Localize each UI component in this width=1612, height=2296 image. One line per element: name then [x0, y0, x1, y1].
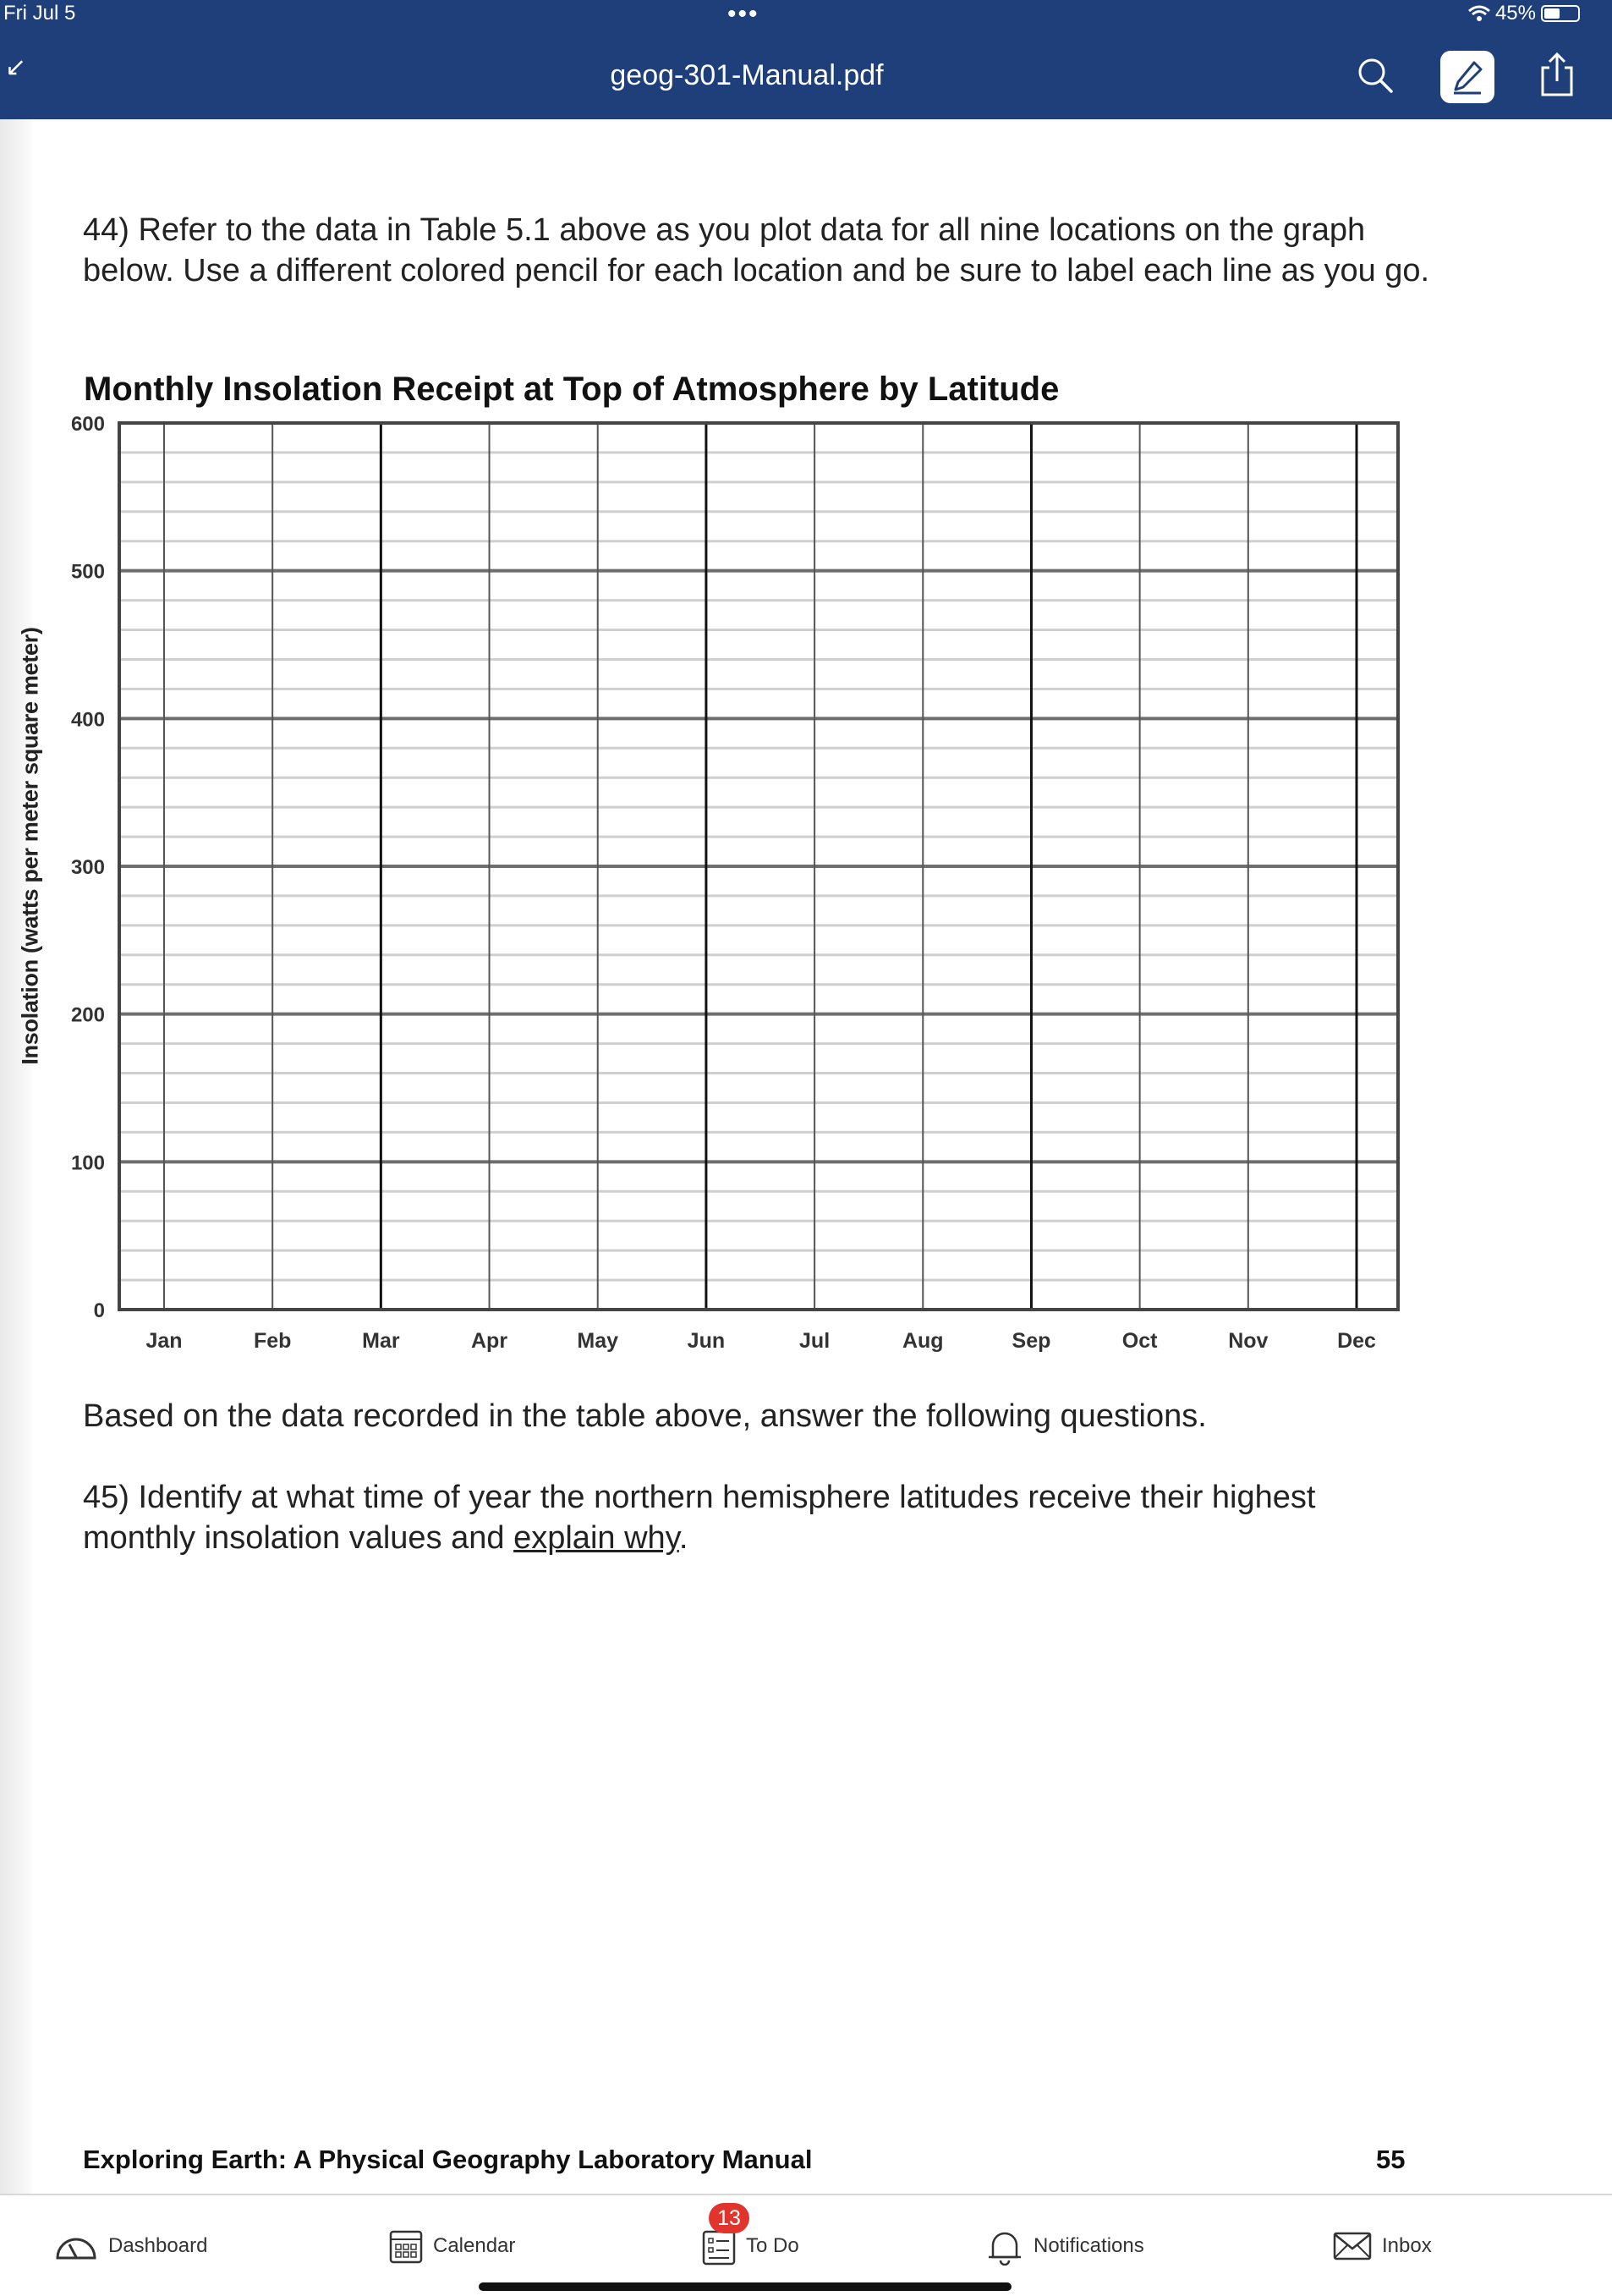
x-tick-label: Dec — [1337, 1329, 1376, 1353]
status-indicators — [1468, 2, 1580, 25]
status-time: Fri Jul 5 — [3, 2, 76, 25]
footer-title: Exploring Earth: A Physical Geography Laboratory Manual — [83, 2145, 813, 2174]
y-tick-label: 400 — [70, 708, 105, 732]
nav-notifications-label: Notifications — [1034, 2233, 1144, 2257]
question-45-suffix: . — [678, 1520, 688, 1556]
inbox-icon — [1333, 2232, 1372, 2260]
nav-dashboard[interactable] — [54, 2195, 207, 2296]
nav-calendar[interactable] — [389, 2195, 515, 2296]
x-tick-label: Jul — [799, 1329, 831, 1353]
x-tick-label: May — [577, 1329, 619, 1353]
y-tick-label: 600 — [70, 413, 105, 436]
nav-inbox-label: Inbox — [1382, 2233, 1432, 2257]
question-45 — [83, 1477, 1436, 1558]
x-tick-label: Jun — [687, 1329, 726, 1353]
nav-inbox[interactable] — [1333, 2195, 1432, 2296]
y-tick-label: 500 — [70, 560, 105, 584]
home-indicator — [479, 2282, 1012, 2291]
top-toolbar — [0, 0, 1612, 119]
wifi-icon — [1468, 5, 1490, 22]
dashboard-icon — [54, 2231, 98, 2261]
multitasking-dots[interactable]: ••• — [727, 0, 759, 28]
chart-y-axis-label: Insolation (watts per meter square meter) — [17, 627, 43, 1065]
x-tick-label: Feb — [253, 1329, 292, 1353]
back-arrow-icon[interactable]: ↙ — [5, 53, 27, 81]
insolation-chart[interactable] — [0, 406, 1612, 1370]
bottom-navigation — [0, 2194, 1612, 2296]
chart-title: Monthly Insolation Receipt at Top of Atmosphere by Latitude — [84, 371, 1060, 408]
x-tick-label: Mar — [362, 1329, 400, 1353]
instruction-text: Based on the data recorded in the table above, answer the following questions. — [83, 1398, 1207, 1434]
y-tick-label: 0 — [93, 1299, 105, 1322]
document-title: geog-301-Manual.pdf — [610, 59, 884, 91]
y-tick-label: 200 — [70, 1003, 105, 1027]
todo-count-badge: 13 — [709, 2203, 749, 2233]
nav-todo-label: To Do — [746, 2233, 799, 2257]
page-number: 55 — [1376, 2145, 1406, 2174]
calendar-icon — [389, 2228, 423, 2264]
nav-dashboard-label: Dashboard — [108, 2233, 208, 2257]
y-tick-label: 300 — [70, 856, 105, 879]
x-tick-label: Jan — [145, 1329, 183, 1353]
y-tick-label: 100 — [70, 1151, 105, 1175]
x-tick-label: Oct — [1121, 1329, 1158, 1353]
annotate-button[interactable] — [1440, 51, 1494, 103]
x-tick-label: Nov — [1228, 1329, 1269, 1353]
question-44: 44) Refer to the data in Table 5.1 above as you plot data for all nine locations on the graph below. Use a different colored pencil for each location and be sure to label each line as you go. — [83, 212, 1430, 288]
battery-percent: 45% — [1494, 2, 1536, 25]
x-tick-label: Aug — [902, 1329, 944, 1353]
x-tick-label: Apr — [471, 1329, 508, 1353]
battery-icon — [1541, 5, 1580, 22]
bell-icon — [986, 2227, 1023, 2266]
nav-calendar-label: Calendar — [433, 2233, 516, 2257]
explain-why-link: explain why — [513, 1520, 679, 1556]
nav-notifications[interactable] — [986, 2195, 1144, 2296]
pen-icon — [1440, 51, 1494, 103]
question-45-text: 45) Identify at what time of year the northern hemisphere latitudes receive their highest monthly insolation values and — [83, 1480, 1316, 1556]
search-icon[interactable] — [1356, 56, 1395, 95]
share-icon[interactable] — [1538, 51, 1576, 98]
x-tick-label: Sep — [1012, 1329, 1051, 1353]
